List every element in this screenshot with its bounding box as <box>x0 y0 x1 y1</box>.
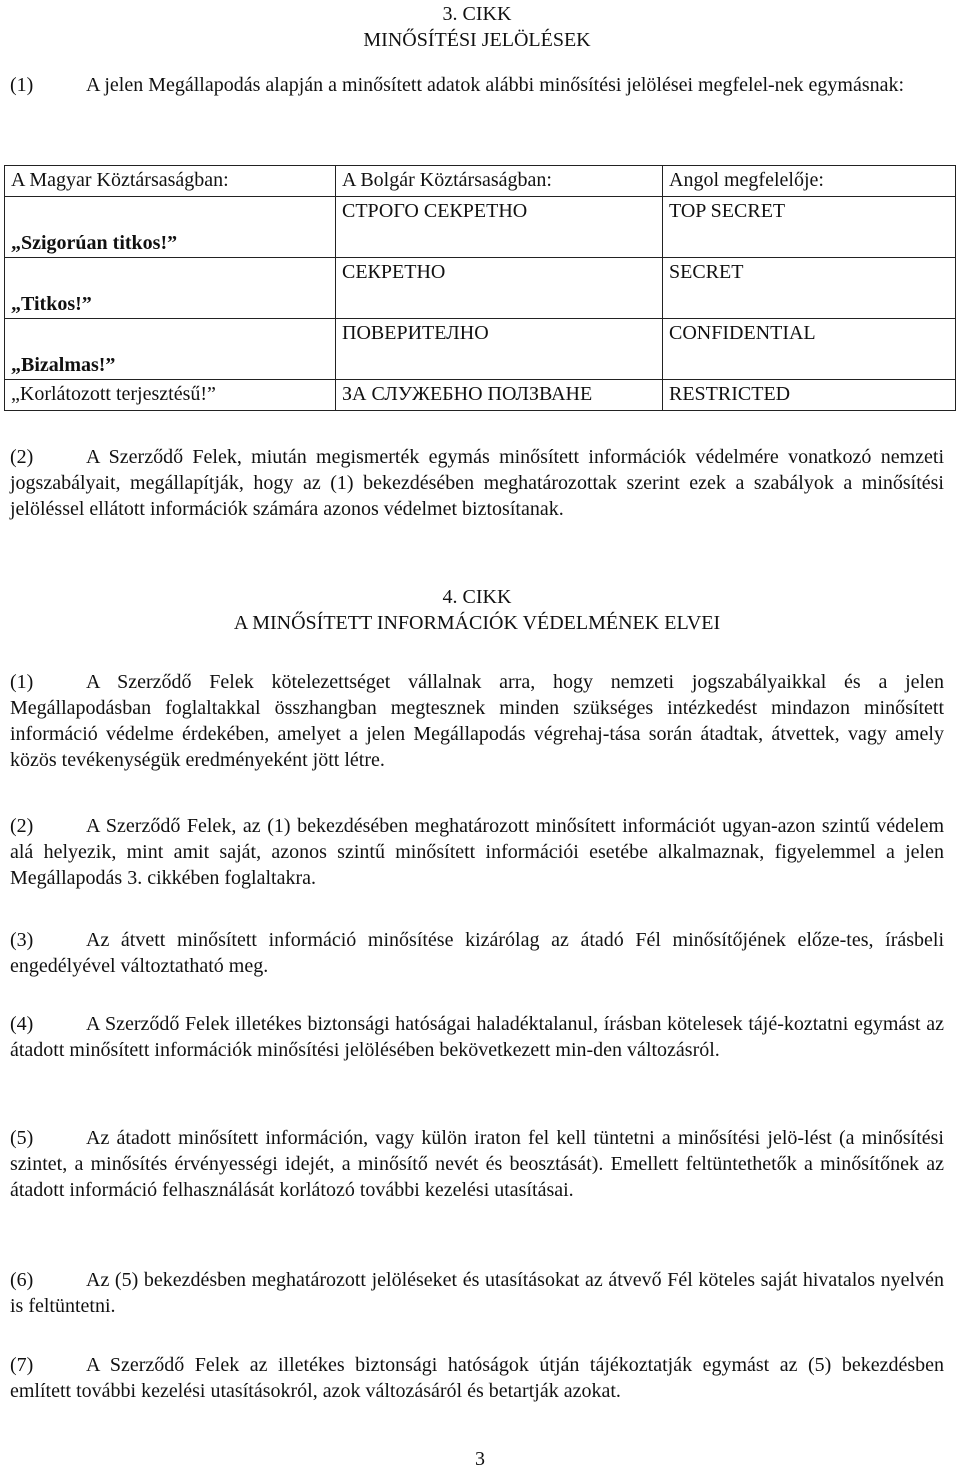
cell-english: SECRET <box>663 258 956 319</box>
article-3-paragraph-1 <box>10 72 944 98</box>
article-4-paragraph-5 <box>10 1125 944 1203</box>
table-header-row <box>5 166 956 197</box>
article-4-paragraph-3 <box>10 927 944 979</box>
paragraph-number: (5) <box>10 1127 34 1149</box>
paragraph-number: (2) <box>10 446 34 468</box>
table-row <box>5 380 956 411</box>
paragraph-number: (1) <box>10 74 34 96</box>
paragraph-number: (7) <box>10 1354 34 1376</box>
paragraph-text: Az átadott minősített információn, vagy külön iraton fel kell tüntetni a minősítési jelö-lést (a minősítési szintet, a minősítés érvényességi idejét, a minősítő nevét és beosztását). Emellett feltüntethetők a minősítőnek az átadott információ felhasználását korlátozó további kezelési utasításai. <box>10 1127 944 1201</box>
cell-bulgaria: СТРОГО СЕКРЕТНО <box>336 197 663 258</box>
cell-bulgaria: ПОВЕРИТЕЛНО <box>336 319 663 380</box>
article-3-number: 3. CIKK <box>442 3 512 25</box>
cell-english: TOP SECRET <box>663 197 956 258</box>
article-3-title: MINŐSÍTÉSI JELÖLÉSEK <box>363 29 591 51</box>
cell-hungary: „Titkos!” <box>5 258 336 319</box>
paragraph-text: A Szerződő Felek kötelezettséget vállalnak arra, hogy nemzeti jogszabályaikkal és a jelen Megállapodásban foglaltakkal összhangban megtesznek minden szükséges intézkedést mindazon minősített információ védelme érdekében, amelyet a jelen Megállapodás végrehaj-tása során átadtak, átvettek, vagy amely közös tevékenységük eredményeként jött létre. <box>10 671 944 771</box>
table-row <box>5 197 956 258</box>
header-hungary: A Magyar Köztársaságban: <box>5 166 336 197</box>
paragraph-number: (6) <box>10 1269 34 1291</box>
paragraph-text: A Szerződő Felek az illetékes biztonsági hatóságok útján tájékoztatják egymást az (5) bekezdésben említett további kezelési utasításokról, azok változásáról és betartják azokat. <box>10 1354 944 1402</box>
article-3-block <box>10 0 944 98</box>
article-4-paragraph-6 <box>10 1267 944 1319</box>
cell-bulgaria: ЗА СЛУЖЕБНО ПОЛЗВАНЕ <box>336 380 663 411</box>
table-row <box>5 258 956 319</box>
cell-english: RESTRICTED <box>663 380 956 411</box>
article-3-paragraph-2-block <box>10 444 944 522</box>
page-number: 3 <box>475 1448 485 1470</box>
table-row <box>5 319 956 380</box>
cell-hungary: „Szigorúan titkos!” <box>5 197 336 258</box>
article-3-paragraph-2 <box>10 444 944 522</box>
header-bulgaria: A Bolgár Köztársaságban: <box>336 166 663 197</box>
paragraph-number: (1) <box>10 671 34 693</box>
paragraph-number: (2) <box>10 815 34 837</box>
paragraph-text: Az (5) bekezdésben meghatározott jelöléseket és utasításokat az átvevő Fél köteles saját hivatalos nyelvén is feltüntetni. <box>10 1269 944 1317</box>
paragraph-text: Az átvett minősített információ minősítése kizárólag az átadó Fél minősítőjének előze-tes, írásbeli engedélyével változtatható meg. <box>10 929 944 977</box>
cell-hungary: „Bizalmas!” <box>5 319 336 380</box>
header-english: Angol megfelelője: <box>663 166 956 197</box>
article-4-paragraph-4 <box>10 1011 944 1063</box>
cell-hungary: „Korlátozott terjesztésű!” <box>5 380 336 411</box>
article-4-paragraph-2 <box>10 813 944 891</box>
cell-english: CONFIDENTIAL <box>663 319 956 380</box>
article-4-paragraph-7 <box>10 1352 944 1404</box>
article-4-heading <box>10 584 944 636</box>
cell-bulgaria: СЕКРЕТНО <box>336 258 663 319</box>
paragraph-text: A Szerződő Felek illetékes biztonsági hatóságai haladéktalanul, írásban kötelesek tájé-koztatni egymást az átadott minősített információk minősítési jelölésében bekövetkezett min-den változásról. <box>10 1013 944 1061</box>
article-4-title: A MINŐSÍTETT INFORMÁCIÓK VÉDELMÉNEK ELVEI <box>233 612 721 634</box>
paragraph-text: A jelen Megállapodás alapján a minősített adatok alábbi minősítési jelölései megfelel-nek egymásnak: <box>86 74 905 96</box>
article-4-number: 4. CIKK <box>442 586 512 608</box>
paragraph-text: A Szerződő Felek, az (1) bekezdésében meghatározott minősített információt ugyan-azon szintű védelem alá helyezik, mint amit saját, azonos szintű minősített információi esetébe alkalmaznak, figyelemmel a jelen Megállapodás 3. cikkében foglaltakra. <box>10 815 944 889</box>
paragraph-number: (3) <box>10 929 34 951</box>
paragraph-text: A Szerződő Felek, miután megismerték egymás minősített információk védelmére vonatkozó nemzeti jogszabályait, megállapítják, hogy az (1) bekezdésében meghatározottak szerint ezek a szabályok a minősítési jelöléssel ellátott információk számára azonos védelmet biztosítanak. <box>10 446 944 520</box>
classification-table <box>4 165 956 411</box>
article-4-paragraph-1 <box>10 669 944 773</box>
paragraph-number: (4) <box>10 1013 34 1035</box>
